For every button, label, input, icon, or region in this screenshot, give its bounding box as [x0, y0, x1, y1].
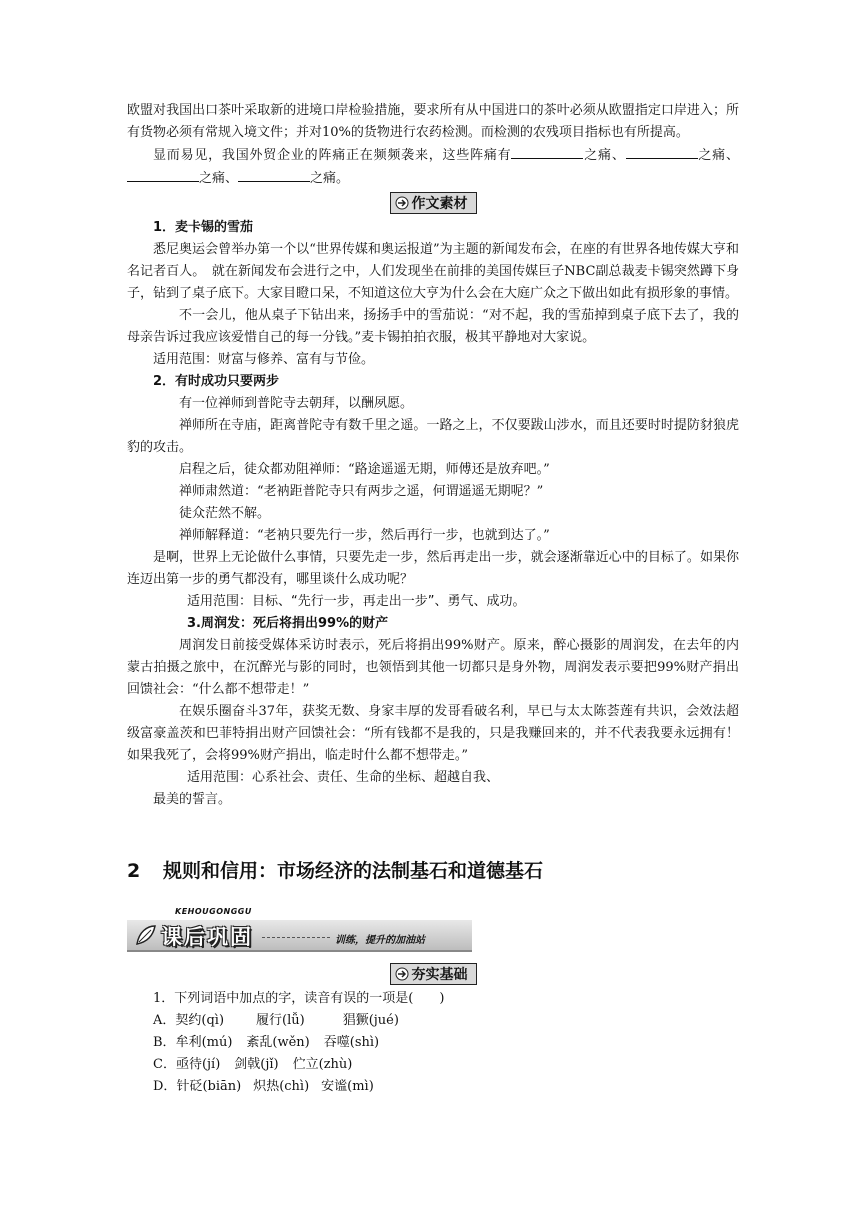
material-2-p5: 徒众茫然不解。: [179, 506, 271, 521]
material-3-title: 3.周润发：死后将捐出99%的财产: [187, 616, 389, 631]
option-d[interactable]: D．针砭(biān) 炽热(chì) 安谧(mì): [153, 1079, 374, 1094]
material-2-p4: 禅师肃然道：“老衲距普陀寺只有两步之遥，何谓遥遥无期呢？”: [179, 484, 544, 499]
answer-blank-1[interactable]: [511, 144, 583, 159]
tag-zuowen-label: 作文素材: [411, 196, 468, 212]
material-3-p1: 周润发日前接受媒体采访时表示，死后将捐出99%财产。原来，醉心摄影的周润发，在去年的内蒙古拍摄之旅中，在沉醉光与影的同时，也领悟到其他一切都只是身外物，周润发表示要把99%财产捐出回馈社会：“什么都不想带走！”: [127, 638, 739, 697]
intro-paragraph-1: 欧盟对我国出口茶叶采取新的进境口岸检验措施，要求所有从中国进口的茶叶必须从欧盟指定口岸进入；所有货物必须有常规入境文件；并对10%的货物进行农药检测。而检测的农残项目指标也有所提高。: [127, 103, 739, 140]
option-a[interactable]: A．契约(qì) 履行(lǚ) 猖獗(jué): [153, 1013, 399, 1028]
section-title: 规则和信用：市场经济的法制基石和道德基石: [163, 860, 544, 882]
leaf-icon: [133, 922, 159, 948]
answer-blank-2[interactable]: [626, 144, 698, 159]
intro-text-d: 之痛、: [199, 171, 239, 186]
arrow-icon: [395, 196, 409, 210]
material-2-p6: 禅师解释道：“老衲只要先行一步，然后再行一步，也就到达了。”: [179, 528, 550, 543]
material-2-p3: 启程之后，徒众都劝阻禅师：“路途遥遥无期，师傅还是放弃吧。”: [179, 462, 550, 477]
material-2-p1: 有一位禅师到普陀寺去朝拜，以酬夙愿。: [179, 396, 414, 411]
banner-subtitle: 训练，提升的加油站: [335, 935, 425, 946]
material-2-scope: 适用范围：目标、“先行一步，再走出一步”、勇气、成功。: [187, 594, 526, 609]
material-1-title: 1．麦卡锡的雪茄: [153, 220, 254, 235]
arrow-icon: [395, 967, 409, 981]
intro-text-a: 显而易见，我国外贸企业的阵痛正在频频袭来，这些阵痛有: [153, 148, 512, 163]
section-number: 2: [127, 860, 141, 882]
tag-zuowen: [127, 192, 739, 214]
option-b[interactable]: B．牟利(mú) 紊乱(wěn) 吞噬(shì): [153, 1035, 380, 1050]
section-heading: [127, 857, 739, 885]
material-3-scope: 适用范围：心系社会、责任、生命的坐标、超越自我、: [187, 770, 500, 785]
material-2-p2: 禅师所在寺庙，距离普陀寺有数千里之遥。一路之上，不仅要跋山涉水，而且还要时时提防豺狼虎豹的攻击。: [127, 418, 739, 455]
material-2-title: 2．有时成功只要两步: [153, 374, 280, 389]
material-3-scope-2: 最美的誓言。: [153, 792, 232, 807]
material-1-p1: 悉尼奥运会曾举办第一个以“世界传媒和奥运报道”为主题的新闻发布会，在座的有世界各地传媒大亨和名记者百人。 就在新闻发布会进行之中，人们发现坐在前排的美国传媒巨子NBC副总裁麦卡锡突然蹲下身子，钻到了桌子底下。大家目瞪口呆，不知道这位大亨为什么会在大庭广众之下做出如此有损形象的事情。: [127, 242, 739, 301]
material-3-p2: 在娱乐圈奋斗37年，获奖无数、身家丰厚的发哥看破名利，早已与太太陈荟莲有共识，会效法超级富豪盖茨和巴菲特捐出财产回馈社会：“所有钱都不是我的，只是我赚回来的，并不代表我要永远拥有！如果我死了，会将99%财产捐出，临走时什么都不想带走。”: [127, 704, 739, 763]
banner-title: 课后巩固: [161, 925, 253, 949]
kehougonggu-banner: [127, 907, 472, 955]
tag-hangshi: [127, 963, 739, 985]
question-1-stem: 1．下列词语中加点的字，读音有误的一项是( ): [153, 991, 445, 1006]
material-1-scope: 适用范围：财富与修养、富有与节俭。: [153, 352, 375, 367]
intro-text-c: 之痛、: [697, 148, 739, 163]
answer-blank-3[interactable]: [127, 167, 199, 182]
answer-blank-4[interactable]: [238, 167, 310, 182]
intro-text-e: 之痛。: [310, 171, 350, 186]
intro-text-b: 之痛、: [583, 148, 626, 163]
tag-hangshi-label: 夯实基础: [411, 967, 468, 983]
material-1-p2: 不一会儿，他从桌子下钻出来，扬扬手中的雪茄说：“对不起，我的雪茄掉到桌子底下去了，我的母亲告诉过我应该爱惜自己的每一分钱。”麦卡锡拍拍衣服，极其平静地对大家说。: [127, 308, 739, 345]
document-page: [127, 100, 739, 1098]
option-c[interactable]: C．亟待(jí) 剑戟(jǐ) 伫立(zhù): [153, 1057, 353, 1072]
intro-paragraph-2: [127, 144, 739, 190]
banner-pinyin: KEHOUGONGGU: [175, 907, 252, 916]
material-2-p7: 是啊，世界上无论做什么事情，只要先走一步，然后再走出一步，就会逐渐靠近心中的目标了。如果你连迈出第一步的勇气都没有，哪里谈什么成功呢？: [127, 550, 739, 587]
